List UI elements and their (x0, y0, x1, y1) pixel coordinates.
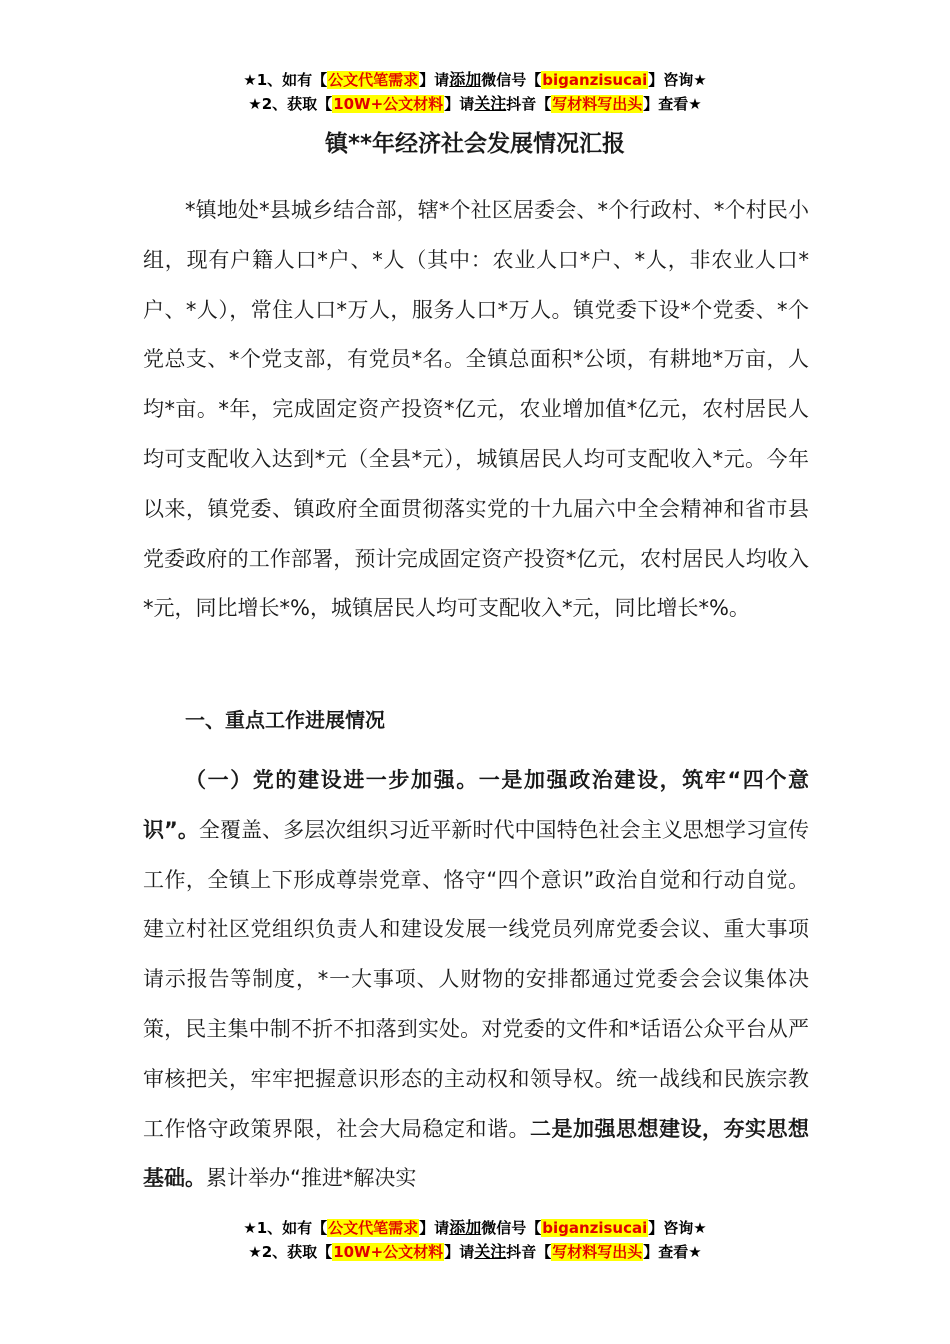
promo-text: 】请 (444, 95, 475, 113)
paragraph-overview (143, 186, 809, 634)
promo-text: 】咨询★ (648, 71, 707, 89)
promo-banner-top (0, 68, 950, 116)
promo-text: ★1、如有【 (243, 1219, 328, 1237)
document-title: 镇**年经济社会发展情况汇报 (324, 131, 626, 157)
paragraph-party-building (143, 756, 809, 1204)
promo-underline: 关注 (474, 1242, 507, 1261)
promo-highlight: 10W+公文材料 (333, 95, 444, 113)
promo-text: ★2、获取【 (248, 1243, 333, 1261)
section-heading (143, 696, 385, 746)
promo-underline: 关注 (474, 94, 507, 113)
promo-text: ★1、如有【 (243, 71, 328, 89)
promo-underline: 添加 (449, 1218, 482, 1237)
promo-douyin-id: 写材料写出头 (552, 1243, 643, 1261)
promo-wechat-id: biganzisucai (542, 1219, 648, 1237)
paragraph-text: 累计举办“推进*解决实 (206, 1166, 417, 1191)
section-heading-text: 一、重点工作进展情况 (185, 708, 385, 732)
promo-text: 】查看★ (643, 95, 702, 113)
promo-banner-bottom (0, 1216, 950, 1264)
promo-line-2 (0, 92, 950, 116)
promo-underline: 添加 (449, 70, 482, 89)
promo-text: 】咨询★ (648, 1219, 707, 1237)
paragraph-bold-lead: （一）党的建设进一步加强。一是加强政治建设，筑牢“四个意识”。 (143, 768, 809, 842)
promo-highlight: 公文代笔需求 (328, 71, 419, 89)
promo-text: 微信号【 (481, 1219, 542, 1237)
paragraph-bold-subhead: 二是加强思想建设，夯实思想基础。 (143, 1116, 809, 1191)
promo-text: 抖音【 (506, 1243, 552, 1261)
promo-line-1 (0, 68, 950, 92)
promo-text: 】请 (444, 1243, 475, 1261)
promo-text: 】查看★ (643, 1243, 702, 1261)
promo-text: 微信号【 (481, 71, 542, 89)
promo-text: 抖音【 (506, 95, 552, 113)
promo-text: 】请 (419, 71, 450, 89)
paragraph-overview-text: *镇地处*县城乡结合部，辖*个社区居委会、*个行政村、*个村民小组，现有户籍人口*户、*人（其中：农业人口*户、*人，非农业人口*户、*人），常住人口*万人，服务人口*万人。镇党委下设*个党委、*个党总支、*个党支部，有党员*名。全镇总面积*公顷，有耕地*万亩，人均*亩。*年，完成固定资产投资*亿元，农业增加值*亿元，农村居民人均可支配收入达到*元（全县*元），城镇居民人均可支配收入*元。今年以来，镇党委、镇政府全面贯彻落实党的十九届六中全会精神和省市县党委政府的工作部署，预计完成固定资产投资*亿元，农村居民人均收入*元，同比增长*%，城镇居民人均可支配收入*元，同比增长*%。 (143, 198, 809, 621)
paragraph-text: 全覆盖、多层次组织习近平新时代中国特色社会主义思想学习宣传工作，全镇上下形成尊崇党章、恪守“四个意识”政治自觉和行动自觉。建立村社区党组织负责人和建设发展一线党员列席党委会议、重大事项请示报告等制度，*一大事项、人财物的安排都通过党委会会议集体决策，民主集中制不折不扣落到实处。对党委的文件和*话语公众平台从严审核把关，牢牢把握意识形态的主动权和领导权。统一战线和民族宗教工作恪守政策界限，社会大局稳定和谐。 (143, 817, 809, 1141)
promo-highlight: 10W+公文材料 (333, 1243, 444, 1261)
promo-text: 】请 (419, 1219, 450, 1237)
promo-line-2 (0, 1240, 950, 1264)
promo-douyin-id: 写材料写出头 (552, 95, 643, 113)
promo-wechat-id: biganzisucai (542, 71, 648, 89)
promo-line-1 (0, 1216, 950, 1240)
promo-text: ★2、获取【 (248, 95, 333, 113)
promo-highlight: 公文代笔需求 (328, 1219, 419, 1237)
